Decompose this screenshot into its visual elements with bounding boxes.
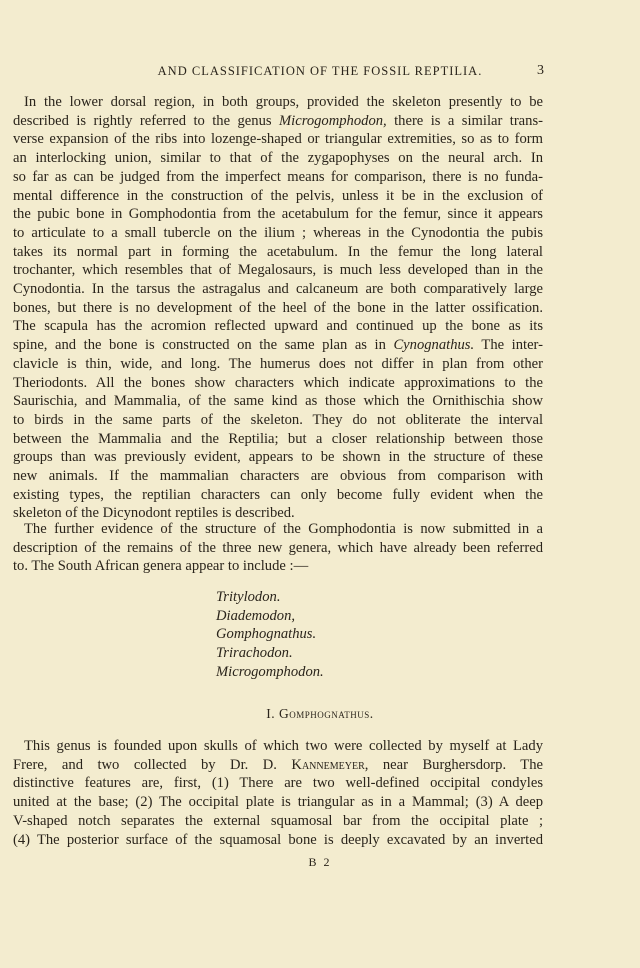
text-line [13,243,543,261]
text-line [13,336,543,354]
text-line [13,793,543,811]
text-line [13,187,543,205]
line-text: skeleton of the Dicynodont reptiles is described. [13,505,295,522]
line-text: spine, and the bone is constructed on the same plan as in [13,337,394,354]
line-text: between the Mammalia and the Reptilia; but a closer relationship between those [13,430,543,447]
signature-mark: B 2 [308,855,332,869]
person-name: Kannemeyer, [291,756,369,773]
line-text: united at the base; (2) The occipital plate is triangular as in a Mammal; (3) A deep [13,794,543,811]
text-line [13,149,543,167]
line-text: The inter- [474,337,543,354]
text-line [13,520,543,538]
line-text: distinctive features are, first, (1) There are two well-defined occipital condyles [13,775,543,792]
line-text: there is a similar trans- [386,112,543,129]
line-text: to. The South African genera appear to include :— [13,558,309,575]
text-line [13,299,543,317]
line-text: mental difference in the construction of the pelvis, unless it be in the exclusion of [13,187,543,204]
line-text: The further evidence of the structure of the Gomphodontia is now submitted in a [24,521,543,537]
text-line [13,224,543,242]
text-line [13,374,543,392]
text-line [13,756,543,774]
line-text: new animals. If the mammalian characters are obvious from comparison with [13,468,543,484]
line-text: bones, but there is no development of the heel of the bone in the latter ossification. [13,299,543,316]
text-line [13,205,543,223]
line-text: The scapula has the acromion reflected upward and continued up the bone as its [13,318,543,335]
text-line [13,812,543,830]
line-text: the pubic bone in Gomphodontia from the acetabulum for the femur, since it appears [13,206,543,223]
text-line [13,168,543,186]
text-line [13,467,543,485]
section-numeral: I. [266,706,276,721]
line-text: Theriodonts. All the bones show characters which indicate approximations to the [13,374,543,391]
page-number: 3 [537,63,544,78]
genus-list-item: Diademodon, [216,607,296,624]
line-text: to birds in the same parts of the skeleton. They do not obliterate the interval [13,411,543,428]
line-text: In the lower dorsal region, in both groups, provided the skeleton presently to be [24,94,543,110]
text-line [13,130,543,148]
genus-list-item: Gomphognathus. [216,626,317,643]
line-text: near Burghersdorp. The [368,756,543,773]
italic-genus-name: Cynognathus. [393,337,475,354]
line-text: V-shaped notch separates the external squamosal bar from the occipital plate ; [13,812,543,829]
genus-list-item: Tritylodon. [216,589,281,605]
text-line [13,737,543,755]
line-text: description of the remains of the three new genera, which have already been referred [13,539,543,556]
line-text: verse expansion of the ribs into lozenge-shaped or triangular extremities, so as to form [13,131,543,148]
line-text: clavicle is thin, wide, and long. The humerus does not differ in plan from other [13,355,543,372]
text-line [13,430,543,448]
text-line [13,557,543,575]
italic-genus-name: Microgomphodon, [279,112,387,129]
text-line [13,831,543,849]
text-line [13,93,543,111]
line-text: an interlocking union, similar to that of the zygapophyses on the neural arch. In [13,150,543,167]
text-line [13,411,543,429]
text-line [13,317,543,335]
line-text: trochanter, which resembles that of Megalosaurs, is much less developed than in the [13,262,543,279]
genus-list-item: Trirachodon. [216,645,293,662]
line-text: existing types, the reptilian characters can only become fully evident when the [13,486,543,503]
line-text: Saurischia, and Mammalia, of the same kind as those which the Ornithischia show [13,393,543,410]
genus-list-item: Microgomphodon. [216,663,324,680]
text-line [13,261,543,279]
text-line [13,486,543,504]
line-text: Frere, and two collected by Dr. D. [13,756,292,773]
line-text: This genus is founded upon skulls of which two were collected by myself at Lady [24,738,543,754]
text-line [13,448,543,466]
line-text: so far as can be judged from the imperfect means for comparison, there is no funda- [13,168,543,185]
text-line [13,280,543,298]
text-line [13,392,543,410]
line-text: described is rightly referred to the genus [13,112,279,129]
line-text: takes its normal part in forming the acetabulum. In the femur the long lateral [13,243,543,260]
text-line [13,539,543,557]
line-text: Cynodontia. In the tarsus the astragalus and calcaneum are both comparatively large [13,281,543,297]
line-text: (4) The posterior surface of the squamosal bone is deeply excavated by an inverted [13,831,543,848]
text-line [13,774,543,792]
text-line [13,112,543,130]
line-text: groups than was previously evident, appears to be shown in the structure of these [13,449,543,466]
line-text: to articulate to a small tubercle on the ilium ; whereas in the Cynodontia the pubis [13,224,543,241]
running-head: AND CLASSIFICATION OF THE FOSSIL REPTILIA. [157,64,483,78]
section-heading [0,706,640,722]
text-line [13,355,543,373]
section-title: Gomphognathus. [279,706,374,721]
